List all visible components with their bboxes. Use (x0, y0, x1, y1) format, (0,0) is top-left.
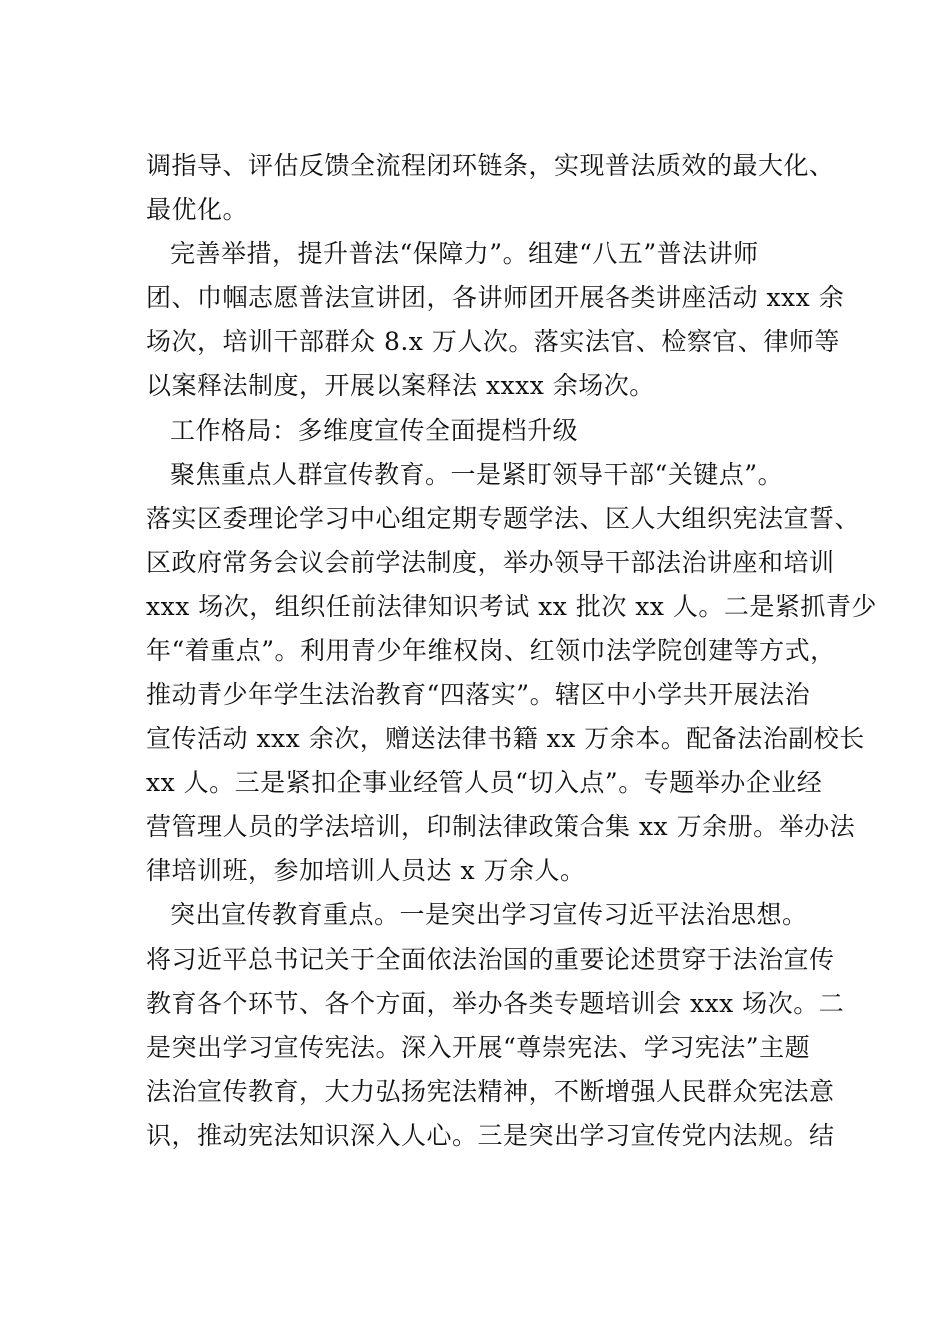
text-line: 是突出学习宣传宪法。深入开展“尊崇宪法、学习宪法”主题 (146, 1033, 811, 1062)
text-line: 推动青少年学生法治教育“四落实”。辖区中小学共开展法治 (146, 680, 811, 709)
paragraph-first-line: 突出宣传教育重点。一是突出学习宣传习近平法治思想。 (170, 900, 808, 929)
text-line: 宣传活动 xxx 余次，赠送法律书籍 xx 万余本。配备法治副校长 (146, 724, 865, 753)
text-line: 律培训班，参加培训人员达 x 万余人。 (146, 856, 586, 885)
text-line: 营管理人员的学法培训，印制法律政策合集 xx 万余册。举办法 (146, 812, 856, 841)
paragraph-first-line: 聚焦重点人群宣传教育。一是紧盯领导干部“关键点”。 (170, 460, 784, 489)
text-line: 区政府常务会议会前学法制度，举办领导干部法治讲座和培训 (146, 548, 835, 577)
text-line: xxx 场次，组织任前法律知识考试 xx 批次 xx 人。二是紧抓青少 (146, 592, 877, 621)
text-line: 法治宣传教育，大力弘扬宪法精神，不断增强人民群众宪法意 (146, 1077, 835, 1106)
text-line: 年“着重点”。利用青少年维权岗、红领巾法学院创建等方式， (146, 636, 836, 665)
text-line: xx 人。三是紧扣企事业经管人员“切入点”。专题举办企业经 (146, 768, 823, 797)
text-line: 以案释法制度，开展以案释法 xxxx 余场次。 (146, 371, 655, 400)
text-line: 调指导、评估反馈全流程闭环链条，实现普法质效的最大化、 (146, 151, 835, 180)
paragraph-first-line: 完善举措，提升普法“保障力”。组建“八五”普法讲师 (170, 239, 759, 268)
text-line: 教育各个环节、各个方面，举办各类专题培训会 xxx 场次。二 (146, 989, 845, 1018)
text-line: 最优化。 (146, 195, 249, 224)
section-heading: 工作格局：多维度宣传全面提档升级 (170, 416, 579, 445)
text-line: 落实区委理论学习中心组定期专题学法、区人大组织宪法宣誓、 (146, 504, 861, 533)
text-line: 将习近平总书记关于全面依法治国的重要论述贯穿于法治宣传 (146, 945, 835, 974)
text-line: 识，推动宪法知识深入人心。三是突出学习宣传党内法规。结 (146, 1121, 835, 1150)
text-line: 场次，培训干部群众 8.x 万人次。落实法官、检察官、律师等 (146, 327, 840, 356)
text-line: 团、巾帼志愿普法宣讲团，各讲师团开展各类讲座活动 xxx 余 (146, 283, 845, 312)
